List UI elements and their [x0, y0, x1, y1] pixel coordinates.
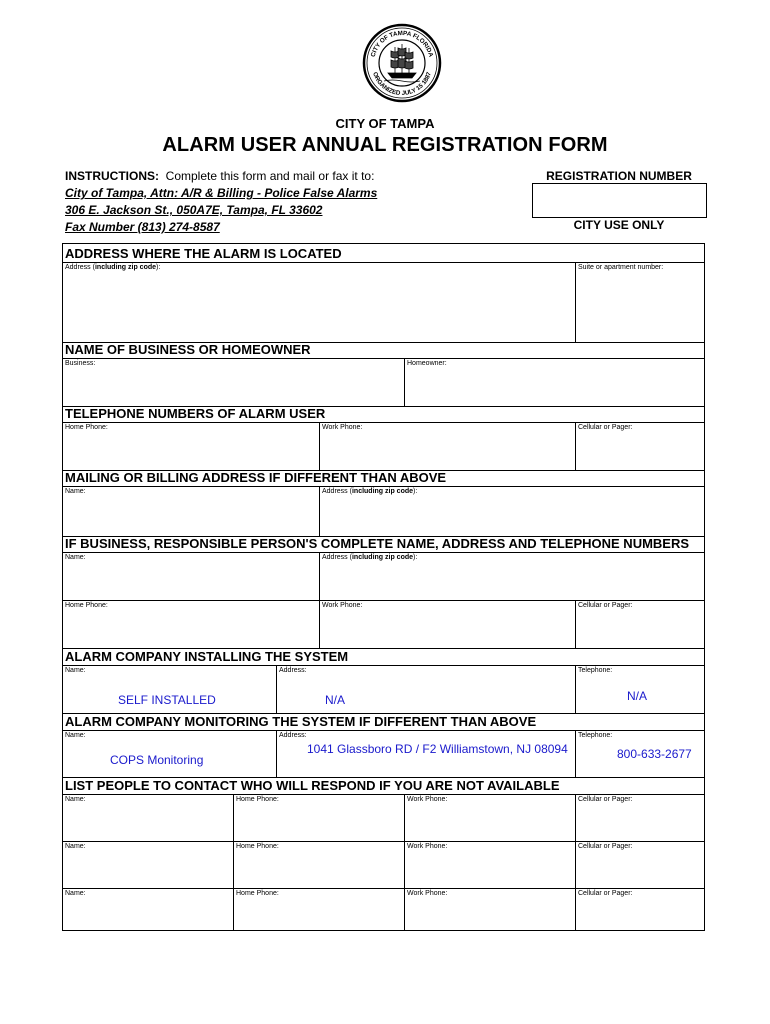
- divider: [276, 665, 277, 713]
- instructions-block: [65, 168, 377, 236]
- mail-address-line2: 306 E. Jackson St., 050A7E, Tampa, FL 33602: [65, 203, 323, 217]
- monitor-name-label: Name:: [65, 732, 86, 739]
- contact3-work-label: Work Phone:: [407, 890, 448, 897]
- registration-number-label: REGISTRATION NUMBER: [546, 169, 692, 183]
- monitor-address-value[interactable]: 1041 Glassboro RD / F2 Williamstown, NJ 08094: [307, 742, 568, 756]
- section-title-mailing: MAILING OR BILLING ADDRESS IF DIFFERENT THAN ABOVE: [65, 470, 447, 485]
- monitor-name-value[interactable]: COPS Monitoring: [110, 753, 204, 767]
- installer-name-value[interactable]: SELF INSTALLED: [118, 693, 216, 707]
- city-seal-logo: [362, 23, 442, 103]
- contact1-work-label: Work Phone:: [407, 796, 448, 803]
- instructions-label: INSTRUCTIONS:: [65, 169, 159, 183]
- contact1-cell-label: Cellular or Pager:: [578, 796, 633, 803]
- form-title: ALARM USER ANNUAL REGISTRATION FORM: [162, 134, 608, 156]
- work-phone-label: Work Phone:: [322, 424, 363, 431]
- divider: [575, 794, 576, 930]
- responsible-name-label: Name:: [65, 554, 86, 561]
- home-phone-field[interactable]: [63, 422, 319, 470]
- mail-address-line1: City of Tampa, Attn: A/R & Billing - Police False Alarms: [65, 186, 378, 200]
- installer-name-label: Name:: [65, 667, 86, 674]
- mailing-address-field[interactable]: [320, 486, 703, 536]
- cell-phone-field[interactable]: [576, 422, 703, 470]
- section-title-owner: NAME OF BUSINESS OR HOMEOWNER: [65, 342, 311, 357]
- contact2-home-label: Home Phone:: [236, 843, 279, 850]
- responsible-cell-label: Cellular or Pager:: [578, 602, 633, 609]
- suite-label: Suite or apartment number:: [578, 264, 664, 271]
- responsible-work-phone-label: Work Phone:: [322, 602, 363, 609]
- installer-address-label: Address:: [279, 667, 307, 674]
- homeowner-field[interactable]: [405, 358, 703, 406]
- section-title-responsible: IF BUSINESS, RESPONSIBLE PERSON'S COMPLETE NAME, ADDRESS AND TELEPHONE NUMBERS: [65, 536, 690, 551]
- section-title-telephone: TELEPHONE NUMBERS OF ALARM USER: [65, 406, 326, 421]
- svg-text:CITY OF TAMPA FLORIDA: CITY OF TAMPA FLORIDA: [369, 29, 435, 58]
- divider: [233, 794, 234, 930]
- contact2-name-label: Name:: [65, 843, 86, 850]
- divider: [63, 841, 704, 842]
- responsible-address-label: Address (including zip code):: [322, 554, 418, 561]
- mailing-address-label: Address (including zip code):: [322, 488, 418, 495]
- divider: [404, 794, 405, 930]
- monitor-address-label: Address:: [279, 732, 307, 739]
- mailing-name-field[interactable]: [63, 486, 319, 536]
- contact3-home-label: Home Phone:: [236, 890, 279, 897]
- section-title-alarm-location: ADDRESS WHERE THE ALARM IS LOCATED: [65, 246, 342, 261]
- responsible-cell-field[interactable]: [576, 600, 703, 648]
- responsible-home-phone-label: Home Phone:: [65, 602, 108, 609]
- address-label: Address (including zip code):: [65, 264, 161, 271]
- responsible-home-phone-field[interactable]: [63, 600, 319, 648]
- divider: [575, 665, 576, 713]
- alarm-address-field[interactable]: [63, 262, 575, 342]
- svg-text:ORGANIZED JULY 15 1887: ORGANIZED JULY 15 1887: [371, 71, 433, 98]
- divider: [63, 794, 704, 795]
- divider: [63, 665, 704, 666]
- section-title-contacts: LIST PEOPLE TO CONTACT WHO WILL RESPOND IF YOU ARE NOT AVAILABLE: [65, 778, 560, 793]
- registration-form-grid: [62, 243, 705, 931]
- instructions-text: Complete this form and mail or fax it to:: [165, 169, 375, 183]
- section-title-monitor: ALARM COMPANY MONITORING THE SYSTEM IF DIFFERENT THAN ABOVE: [65, 714, 537, 729]
- responsible-address-field[interactable]: [320, 552, 703, 600]
- divider: [575, 730, 576, 777]
- contact1-home-label: Home Phone:: [236, 796, 279, 803]
- work-phone-field[interactable]: [320, 422, 575, 470]
- suite-field[interactable]: [576, 262, 703, 342]
- city-heading: CITY OF TAMPA: [335, 116, 435, 131]
- contact2-cell-label: Cellular or Pager:: [578, 843, 633, 850]
- monitor-telephone-label: Telephone:: [578, 732, 613, 739]
- business-label: Business:: [65, 360, 96, 367]
- section-title-installer: ALARM COMPANY INSTALLING THE SYSTEM: [65, 649, 349, 664]
- monitor-telephone-value[interactable]: 800-633-2677: [617, 747, 692, 761]
- divider: [63, 888, 704, 889]
- registration-number-field[interactable]: [532, 183, 707, 218]
- contact3-name-label: Name:: [65, 890, 86, 897]
- home-phone-label: Home Phone:: [65, 424, 108, 431]
- city-use-only-label: CITY USE ONLY: [573, 218, 665, 232]
- responsible-work-phone-field[interactable]: [320, 600, 575, 648]
- contact2-work-label: Work Phone:: [407, 843, 448, 850]
- contact3-cell-label: Cellular or Pager:: [578, 890, 633, 897]
- business-field[interactable]: [63, 358, 404, 406]
- homeowner-label: Homeowner:: [407, 360, 447, 367]
- installer-telephone-value[interactable]: N/A: [627, 689, 648, 703]
- installer-telephone-label: Telephone:: [578, 667, 613, 674]
- cell-phone-label: Cellular or Pager:: [578, 424, 633, 431]
- fax-number: Fax Number (813) 274-8587: [65, 220, 220, 234]
- mailing-name-label: Name:: [65, 488, 86, 495]
- installer-address-value[interactable]: N/A: [325, 693, 346, 707]
- divider: [63, 730, 704, 731]
- responsible-name-field[interactable]: [63, 552, 319, 600]
- contact1-name-label: Name:: [65, 796, 86, 803]
- divider: [276, 730, 277, 777]
